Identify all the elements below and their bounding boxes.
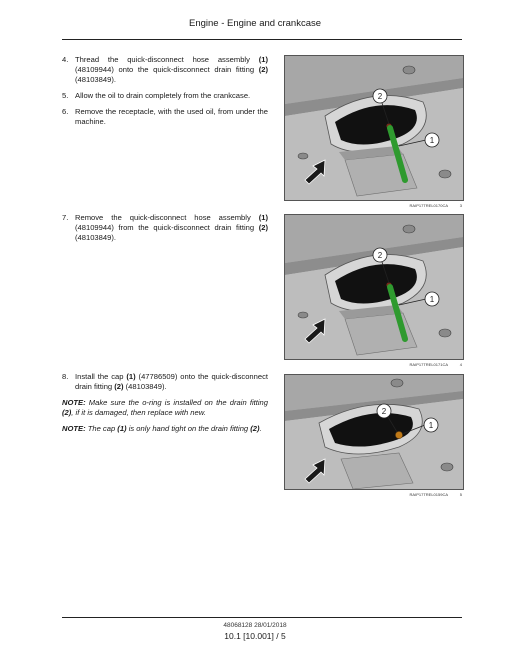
callout-2: 2 — [377, 92, 383, 101]
step-text: Allow the oil to drain completely from the crankcase. — [75, 91, 251, 100]
callout-2: 2 — [377, 251, 383, 260]
step-6 — [62, 107, 268, 127]
drain-cap — [395, 431, 402, 438]
step-number: 5. — [62, 91, 69, 100]
callout-2: 2 — [381, 407, 387, 416]
figure-number: 5 — [459, 492, 462, 497]
step-4 — [62, 55, 268, 85]
step-number: 6. — [62, 107, 69, 116]
note-oring: NOTE: Make sure the o-ring is installed on the drain fitting (2), if it is damaged, then replace with new. — [62, 398, 268, 417]
steps-group-2 — [62, 213, 268, 249]
figure-number: 3 — [459, 203, 462, 208]
figure-cap-installed — [284, 374, 464, 490]
step-number: 7. — [62, 213, 69, 222]
figure-number: 4 — [459, 362, 462, 367]
step-text: Remove the receptacle, with the used oil, from under the machine. — [75, 107, 268, 126]
step-5 — [62, 91, 268, 101]
callout-1: 1 — [429, 295, 435, 304]
figure-hose-connected — [284, 55, 464, 201]
step-text: Remove the quick-disconnect hose assembly (1) (48109944) from the quick-disconnect drain fitting (2) (48103849). — [75, 213, 268, 242]
step-number: 8. — [62, 372, 69, 381]
footer-page-number: 10.1 [10.001] / 5 — [224, 631, 286, 641]
callout-1: 1 — [428, 421, 434, 430]
step-text: Thread the quick-disconnect hose assembly (1) (48109944) onto the quick-disconnect drain fitting (2) (48103849). — [75, 55, 268, 84]
step-text: Install the cap (1) (47786509) onto the quick-disconnect drain fitting (2) (48103849). — [75, 372, 268, 391]
figure-code: RAIP17TREL0159CA — [409, 492, 448, 497]
step-7 — [62, 213, 268, 243]
page-header: Engine - Engine and crankcase — [188, 18, 322, 29]
footer-rule — [62, 617, 462, 618]
steps-group-3 — [62, 372, 268, 440]
step-8 — [62, 372, 268, 392]
step-number: 4. — [62, 55, 69, 64]
header-rule — [62, 39, 462, 40]
note-cap-hand-tight: NOTE: The cap (1) is only hand tight on the drain fitting (2). — [62, 424, 262, 433]
footer-doc-number: 48068128 28/01/2018 — [223, 622, 287, 629]
steps-group-1 — [62, 55, 268, 133]
callout-1: 1 — [429, 136, 435, 145]
figure-hose-removal — [284, 214, 464, 360]
figure-code: RAIP17TREL0171CA — [409, 362, 448, 367]
figure-code: RAIP17TREL0170CA — [409, 203, 448, 208]
